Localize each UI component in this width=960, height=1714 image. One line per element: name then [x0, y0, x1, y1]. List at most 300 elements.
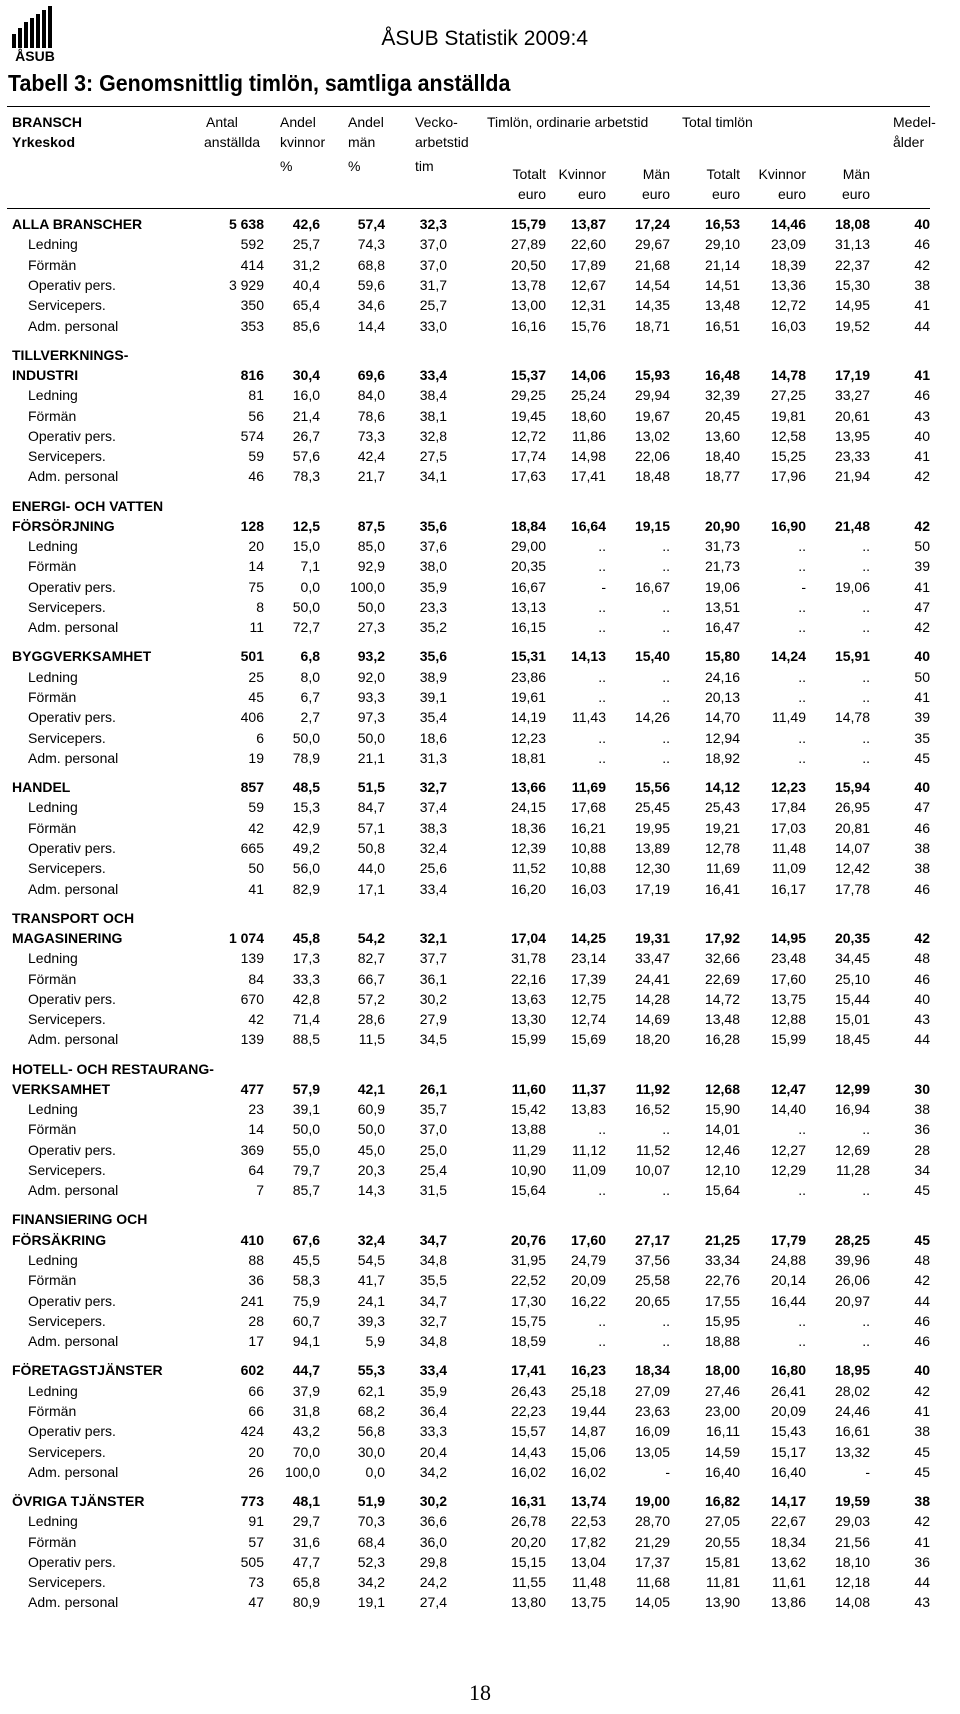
cell-value: ..	[662, 1333, 670, 1350]
cell-value: 19,31	[634, 929, 670, 946]
cell-value: 353	[240, 317, 264, 334]
cell-value: 11,86	[572, 427, 606, 444]
cell-value: 47	[914, 799, 930, 816]
cell-value: 424	[240, 1423, 264, 1440]
cell-value: 1 074	[228, 929, 264, 946]
row-label: Servicepers.	[28, 1011, 106, 1028]
cell-value: ..	[862, 538, 870, 555]
table-title: Tabell 3: Genomsnittlig timlön, samtliga anställda	[8, 70, 511, 96]
cell-value: 18,59	[510, 1333, 546, 1350]
cell-value: 35,9	[419, 1382, 447, 1399]
cell-value: 38,3	[419, 819, 447, 836]
cell-value: 12,72	[510, 427, 546, 444]
cell-value: ..	[862, 749, 870, 766]
cell-value: 51,5	[357, 779, 385, 795]
cell-value: 70,0	[292, 1443, 320, 1460]
cell-value: 25,4	[419, 1162, 447, 1178]
cell-value: 27,5	[419, 448, 447, 465]
cell-value: 0,0	[300, 578, 320, 595]
cell-value: ..	[862, 1312, 870, 1329]
cell-value: 13,78	[510, 276, 546, 293]
cell-value: 29,94	[634, 387, 670, 404]
cell-value: 42	[914, 1513, 930, 1530]
cell-value: 6	[256, 729, 264, 746]
cell-value: 16,41	[704, 880, 740, 897]
table-row	[0, 1331, 960, 1351]
row-label: Operativ pers.	[28, 1141, 116, 1158]
cell-value: 35,2	[419, 619, 447, 636]
table-row	[0, 1381, 960, 1401]
table-row	[0, 1572, 960, 1592]
cell-value: 17,60	[570, 1231, 606, 1248]
cell-value: 20,13	[704, 689, 740, 705]
col-header-ord-kvinnor: Kvinnor	[558, 166, 606, 182]
cell-value: 19,95	[634, 819, 670, 836]
cell-value: 81	[248, 387, 264, 404]
cell-value: 12,29	[770, 1162, 806, 1178]
cell-value: 414	[240, 256, 264, 273]
cell-value: 73	[248, 1574, 264, 1591]
cell-value: 38,9	[419, 668, 447, 685]
cell-value: 45	[914, 1231, 930, 1248]
cell-value: 72,7	[292, 619, 320, 636]
cell-value: 16,90	[770, 517, 806, 534]
cell-value: 24,46	[834, 1402, 870, 1419]
cell-value: 68,4	[357, 1533, 385, 1550]
cell-value: 16,28	[704, 1031, 740, 1048]
industry-total-row	[0, 646, 960, 666]
cell-value: 46	[914, 1312, 930, 1329]
cell-value: 17,79	[770, 1231, 806, 1248]
cell-value: 34	[914, 1162, 930, 1178]
cell-value: 15,42	[510, 1101, 546, 1118]
cell-value: 38	[914, 839, 930, 856]
cell-value: 27,4	[419, 1594, 447, 1611]
row-label: Ledning	[28, 1513, 78, 1530]
table-row	[0, 385, 960, 405]
cell-value: 29,10	[704, 236, 740, 253]
cell-value: 22,53	[570, 1513, 606, 1530]
cell-value: 23,63	[634, 1402, 670, 1419]
cell-value: 20,20	[510, 1533, 546, 1550]
col-header-andel-kvinnor-1: Andel	[280, 114, 316, 130]
cell-value: 11,81	[706, 1574, 740, 1591]
cell-value: 857	[240, 779, 264, 795]
cell-value: 11,92	[635, 1080, 670, 1097]
cell-value: 29,7	[292, 1513, 320, 1530]
row-label: Förmän	[28, 1402, 77, 1419]
cell-value: ..	[798, 668, 806, 685]
cell-value: 18,10	[834, 1553, 870, 1570]
cell-value: 92,9	[357, 558, 385, 575]
table-row	[0, 969, 960, 989]
cell-value: 44	[914, 1292, 930, 1309]
cell-value: 16,15	[510, 619, 546, 636]
cell-value: 18,39	[770, 256, 806, 273]
cell-value: 128	[240, 517, 264, 534]
cell-value: 50	[914, 668, 930, 685]
cell-value: 30	[914, 1080, 930, 1097]
cell-value: 10,07	[634, 1162, 670, 1178]
industry-total-row	[0, 516, 960, 536]
col-header-bransch: BRANSCH	[12, 114, 82, 130]
cell-value: 44,7	[292, 1362, 320, 1379]
cell-value: 31,5	[419, 1182, 447, 1199]
cell-value: 21,14	[704, 256, 740, 273]
cell-value: 31,8	[292, 1402, 320, 1419]
cell-value: 36	[914, 1121, 930, 1138]
cell-value: ..	[662, 689, 670, 705]
cell-value: 31,3	[419, 749, 447, 766]
cell-value: 31,78	[510, 950, 546, 967]
cell-value: 43,2	[292, 1423, 320, 1440]
cell-value: 23,3	[419, 599, 447, 615]
cell-value: 71,4	[292, 1011, 320, 1028]
cell-value: 66	[248, 1382, 264, 1399]
cell-value: 15,37	[510, 366, 546, 383]
cell-value: 37,6	[419, 538, 447, 555]
cell-value: 13,80	[510, 1594, 546, 1611]
cell-value: ..	[798, 689, 806, 705]
cell-value: 35,6	[419, 517, 447, 534]
cell-value: 19,00	[634, 1492, 670, 1509]
cell-value: 48,1	[292, 1492, 320, 1509]
cell-value: 16,53	[704, 216, 740, 232]
table-row	[0, 948, 960, 968]
cell-value: 24,15	[510, 799, 546, 816]
cell-value: 12,72	[770, 297, 806, 314]
cell-value: 16,52	[634, 1101, 670, 1118]
cell-value: 34,6	[357, 297, 385, 314]
cell-value: ..	[662, 599, 670, 615]
cell-value: 39,1	[419, 689, 447, 705]
cell-value: 13,36	[770, 276, 806, 293]
cell-value: 16,80	[770, 1362, 806, 1379]
cell-value: 20,35	[510, 558, 546, 575]
cell-value: 33,3	[292, 970, 320, 987]
cell-value: 32,39	[704, 387, 740, 404]
cell-value: 5 638	[228, 216, 264, 232]
cell-value: 26,41	[770, 1382, 806, 1399]
cell-value: 55,3	[357, 1362, 385, 1379]
cell-value: 40	[914, 216, 930, 232]
table-row	[0, 1009, 960, 1029]
cell-value: 12,10	[704, 1162, 740, 1178]
cell-value: 18,60	[570, 407, 606, 424]
cell-value: 12,69	[834, 1141, 870, 1158]
cell-value: 46	[914, 819, 930, 836]
col-header-yrkeskod: Yrkeskod	[12, 134, 76, 150]
cell-value: 24,41	[634, 970, 670, 987]
cell-value: 42	[248, 819, 264, 836]
row-label: INDUSTRI	[12, 366, 79, 383]
cell-value: 16,64	[570, 517, 606, 534]
cell-value: 15,3	[292, 799, 320, 816]
cell-value: 3 929	[228, 276, 264, 293]
row-label: Förmän	[28, 819, 77, 836]
row-label: Förmän	[28, 970, 77, 987]
table-row	[0, 838, 960, 858]
cell-value: 15,81	[704, 1553, 740, 1570]
col-group-total: Total timlön	[682, 114, 753, 130]
table-row	[0, 536, 960, 556]
cell-value: 50,8	[357, 839, 385, 856]
cell-value: 17,37	[634, 1553, 670, 1570]
cell-value: 22,06	[634, 448, 670, 465]
row-label: Servicepers.	[28, 860, 106, 877]
cell-value: 37,0	[419, 1121, 447, 1138]
cell-value: 41	[914, 689, 930, 705]
cell-value: 48,5	[292, 779, 320, 795]
cell-value: 11,43	[572, 709, 606, 726]
cell-value: 50	[248, 860, 264, 877]
row-label: ALLA BRANSCHER	[12, 216, 143, 232]
cell-value: 18,48	[634, 468, 670, 485]
cell-value: 38	[914, 276, 930, 293]
cell-value: 22,23	[510, 1402, 546, 1419]
cell-value: 40	[914, 648, 930, 665]
cell-value: 16,67	[634, 578, 670, 595]
cell-value: 11,69	[571, 779, 606, 795]
cell-value: 30,2	[419, 990, 447, 1007]
cell-value: ..	[598, 599, 606, 615]
cell-value: 15,99	[510, 1031, 546, 1048]
cell-value: 30,2	[419, 1492, 447, 1509]
cell-value: ..	[862, 668, 870, 685]
cell-value: 33,47	[634, 950, 670, 967]
cell-value: 15,30	[834, 276, 870, 293]
cell-value: 8,0	[300, 668, 320, 685]
cell-value: 406	[240, 709, 264, 726]
industry-total-row	[0, 928, 960, 948]
cell-value: 46	[914, 880, 930, 897]
cell-value: 66	[248, 1402, 264, 1419]
cell-value: 44	[914, 1031, 930, 1048]
table-row	[0, 426, 960, 446]
cell-value: 41	[914, 1402, 930, 1419]
cell-value: 14,35	[634, 297, 670, 314]
cell-value: ..	[862, 558, 870, 575]
row-label: Förmän	[28, 689, 77, 705]
cell-value: 100,0	[284, 1463, 320, 1480]
cell-value: 66,7	[357, 970, 385, 987]
cell-value: 16,82	[704, 1492, 740, 1509]
cell-value: 15,64	[704, 1182, 740, 1199]
cell-value: 57,2	[357, 990, 385, 1007]
table-row	[0, 556, 960, 576]
cell-value: 25,7	[292, 236, 320, 253]
col-group-ordinarie: Timlön, ordinarie arbetstid	[487, 114, 649, 130]
cell-value: 33,27	[834, 387, 870, 404]
cell-value: 31,7	[419, 276, 447, 293]
cell-value: 50,0	[357, 729, 385, 746]
cell-value: 477	[240, 1080, 264, 1097]
cell-value: 13,95	[834, 427, 870, 444]
cell-value: 26,95	[834, 799, 870, 816]
col-header-ord-kvinnor-unit: euro	[577, 186, 606, 202]
cell-value: 19,81	[770, 407, 806, 424]
cell-value: 44	[914, 1574, 930, 1591]
cell-value: 33,3	[419, 1423, 447, 1440]
cell-value: 17,63	[510, 468, 546, 485]
cell-value: 17,41	[510, 1362, 546, 1379]
cell-value: 14,12	[704, 779, 740, 795]
cell-value: 13,30	[510, 1011, 546, 1028]
table-row	[0, 1401, 960, 1421]
cell-value: 39	[914, 709, 930, 726]
cell-value: 39,96	[834, 1252, 870, 1268]
cell-value: 40	[914, 1362, 930, 1379]
cell-value: 79,7	[292, 1162, 320, 1178]
cell-value: 14	[248, 558, 264, 575]
table-row	[0, 234, 960, 254]
row-label: BYGGVERKSAMHET	[12, 648, 152, 665]
cell-value: 30,0	[357, 1443, 385, 1460]
cell-value: 12,23	[770, 779, 806, 795]
cell-value: 14,28	[634, 990, 670, 1007]
cell-value: 18,95	[834, 1362, 870, 1379]
cell-value: 20,09	[570, 1272, 606, 1289]
cell-value: 602	[240, 1362, 264, 1379]
cell-value: 15,76	[570, 317, 606, 334]
cell-value: 46	[914, 1333, 930, 1350]
cell-value: 22,76	[704, 1272, 740, 1289]
industry-group-heading: TRANSPORT OCH	[12, 909, 135, 926]
cell-value: 27,89	[510, 236, 546, 253]
cell-value: 16,20	[510, 880, 546, 897]
industry-total-row	[0, 777, 960, 797]
industry-total-row	[0, 1491, 960, 1511]
cell-value: 15,75	[510, 1312, 546, 1329]
cell-value: 15,06	[570, 1443, 606, 1460]
col-header-ord-man: Män	[642, 166, 670, 182]
cell-value: 51,9	[357, 1492, 385, 1509]
cell-value: 31,73	[704, 538, 740, 555]
cell-value: 16,67	[510, 578, 546, 595]
cell-value: 12,68	[704, 1080, 740, 1097]
cell-value: 42	[914, 619, 930, 636]
cell-value: 18,40	[704, 448, 740, 465]
cell-value: 17,84	[770, 799, 806, 816]
cell-value: 18,34	[770, 1533, 806, 1550]
cell-value: 14,07	[834, 839, 870, 856]
cell-value: 15,31	[510, 648, 546, 665]
col-header-tot-man-unit: euro	[841, 186, 870, 202]
cell-value: 85,7	[292, 1182, 320, 1199]
cell-value: 68,8	[357, 256, 385, 273]
cell-value: 17,68	[570, 799, 606, 816]
cell-value: 23,00	[704, 1402, 740, 1419]
cell-value: ..	[862, 1121, 870, 1138]
cell-value: ..	[862, 1182, 870, 1199]
cell-value: 13,75	[770, 990, 806, 1007]
cell-value: 15,79	[510, 216, 546, 232]
row-label: VERKSAMHET	[12, 1080, 111, 1097]
cell-value: 21,68	[634, 256, 670, 273]
cell-value: 11,61	[772, 1574, 806, 1591]
cell-value: 32,7	[419, 1312, 447, 1329]
industry-total-row	[0, 1360, 960, 1380]
row-label: Servicepers.	[28, 1312, 106, 1329]
cell-value: 665	[240, 839, 264, 856]
row-label: Operativ pers.	[28, 990, 116, 1007]
cell-value: -	[601, 578, 606, 595]
cell-value: 22,67	[770, 1513, 806, 1530]
table-row	[0, 728, 960, 748]
cell-value: ..	[662, 619, 670, 636]
cell-value: 16,03	[570, 880, 606, 897]
cell-value: ..	[798, 749, 806, 766]
cell-value: 11,49	[772, 709, 806, 726]
cell-value: 27,05	[704, 1513, 740, 1530]
cell-value: 11,48	[572, 1574, 606, 1591]
cell-value: 11,69	[706, 860, 740, 877]
cell-value: 20,76	[510, 1231, 546, 1248]
cell-value: 18,84	[510, 517, 546, 534]
cell-value: 15,57	[510, 1423, 546, 1440]
table-row	[0, 597, 960, 617]
cell-value: 52,3	[357, 1553, 385, 1570]
table-row	[0, 667, 960, 687]
cell-value: 17,39	[570, 970, 606, 987]
cell-value: 25,58	[634, 1272, 670, 1289]
table-row	[0, 617, 960, 637]
table-row	[0, 707, 960, 727]
cell-value: 35,9	[419, 578, 447, 595]
cell-value: 44	[914, 317, 930, 334]
cell-value: 26,43	[510, 1382, 546, 1399]
cell-value: 10,88	[570, 839, 606, 856]
cell-value: 7	[256, 1182, 264, 1199]
cell-value: 39,1	[292, 1101, 320, 1118]
cell-value: 23,09	[770, 236, 806, 253]
cell-value: 13,13	[510, 599, 546, 615]
cell-value: 21,29	[634, 1533, 670, 1550]
cell-value: 22,37	[834, 256, 870, 273]
cell-value: 36,4	[419, 1402, 447, 1419]
cell-value: 14,24	[770, 648, 806, 665]
cell-value: 20,97	[834, 1292, 870, 1309]
cell-value: 592	[240, 236, 264, 253]
cell-value: 39,3	[357, 1312, 385, 1329]
cell-value: ..	[598, 668, 606, 685]
cell-value: 11,55	[512, 1574, 546, 1591]
cell-value: 41	[914, 297, 930, 314]
cell-value: 13,89	[634, 839, 670, 856]
cell-value: 14,78	[770, 366, 806, 383]
cell-value: 25,6	[419, 860, 447, 877]
cell-value: 32,4	[419, 839, 447, 856]
cell-value: 12,39	[510, 839, 546, 856]
cell-value: 78,3	[292, 468, 320, 485]
cell-value: 56,8	[357, 1423, 385, 1440]
cell-value: 20,35	[834, 929, 870, 946]
cell-value: 14	[248, 1121, 264, 1138]
cell-value: ..	[598, 619, 606, 636]
cell-value: 41	[914, 448, 930, 465]
cell-value: 12,23	[510, 729, 546, 746]
cell-value: 64	[248, 1162, 264, 1178]
cell-value: 45,8	[292, 929, 320, 946]
cell-value: 18,81	[510, 749, 546, 766]
cell-value: 14,40	[770, 1101, 806, 1118]
table-row	[0, 1291, 960, 1311]
cell-value: 45	[248, 689, 264, 705]
cell-value: 16,0	[292, 387, 320, 404]
cell-value: 17,30	[510, 1292, 546, 1309]
cell-value: 88,5	[292, 1031, 320, 1048]
cell-value: 33,4	[419, 1362, 447, 1379]
